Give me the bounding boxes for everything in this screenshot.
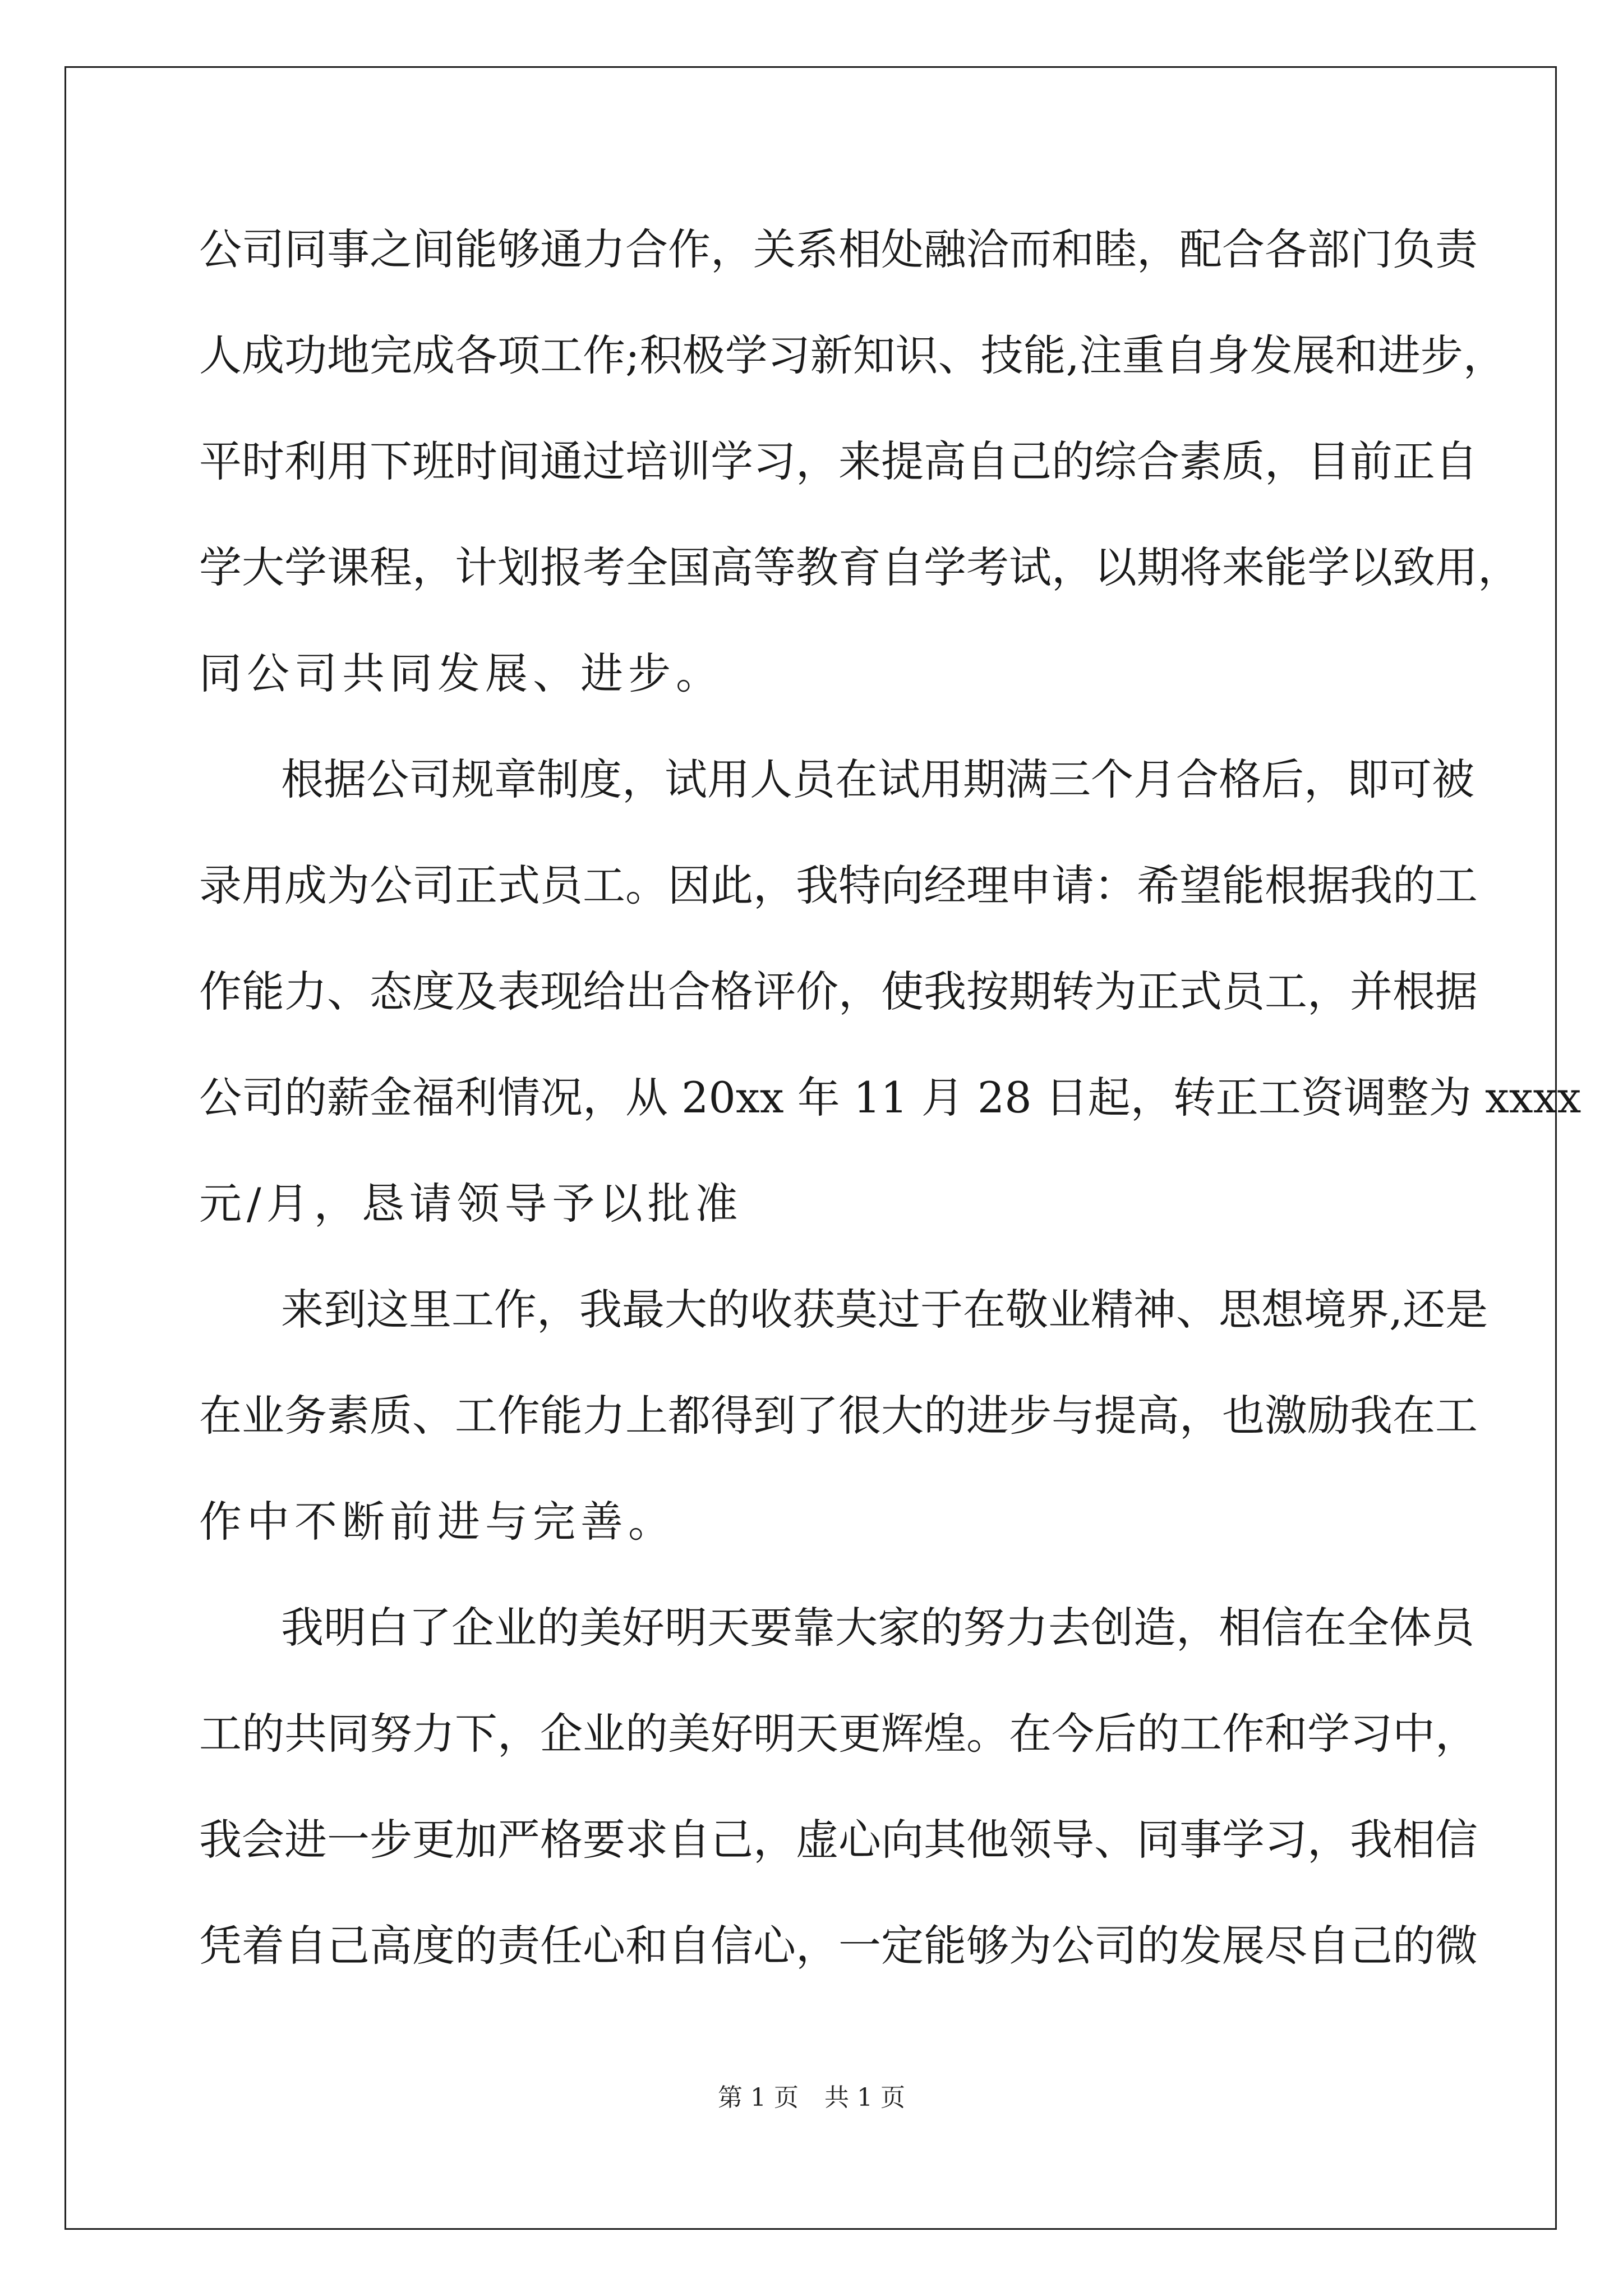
text-line: 人成功地完成各项工作;积极学习新知识、技能,注重自身发展和进步， <box>199 330 1506 380</box>
paragraph-start-line: 根据公司规章制度，试用人员在试用期满三个月合格后，即可被 <box>281 754 1474 804</box>
paragraph-start-line: 我明白了企业的美好明天要靠大家的努力去创造，相信在全体员 <box>281 1603 1474 1653</box>
text-line: 公司的薪金福利情况，从 20xx 年 11 月 28 日起，转正工资调整为 xxxx <box>199 1073 1581 1122</box>
text-line: 工的共同努力下，企业的美好明天更辉煌。在今后的工作和学习中， <box>199 1709 1478 1759</box>
text-line: 我会进一步更加严格要求自己，虚心向其他领导、同事学习，我相信 <box>199 1815 1478 1865</box>
text-line: 公司同事之间能够通力合作，关系相处融洽而和睦，配合各部门负责 <box>199 224 1478 274</box>
paragraph-start-line: 来到这里工作，我最大的收获莫过于在敬业精神、思想境界,还是 <box>281 1285 1488 1335</box>
text-line: 凭着自己高度的责任心和自信心，一定能够为公司的发展尽自己的微 <box>199 1921 1478 1971</box>
text-line: 录用成为公司正式员工。因此，我特向经理申请：希望能根据我的工 <box>199 861 1478 910</box>
text-line: 平时利用下班时间通过培训学习，来提高自己的综合素质，目前正自 <box>199 436 1478 486</box>
page-footer <box>0 2081 1623 2115</box>
text-line: 学大学课程，计划报考全国高等教育自学考试，以期将来能学以致用， <box>199 542 1520 592</box>
total-pages: 共 1 页 <box>824 2083 905 2112</box>
letter-body <box>199 213 1581 2016</box>
text-line: 作中不断前进与完善。 <box>199 1497 676 1547</box>
text-line: 同公司共同发展、进步。 <box>199 648 723 698</box>
text-line: 作能力、态度及表现给出合格评价，使我按期转为正式员工，并根据 <box>199 967 1478 1016</box>
text-line: 在业务素质、工作能力上都得到了很大的进步与提高，也激励我在工 <box>199 1391 1478 1441</box>
text-line: 元/月，恳请领导予以批准 <box>199 1179 743 1228</box>
page-number: 第 1 页 <box>718 2083 799 2112</box>
